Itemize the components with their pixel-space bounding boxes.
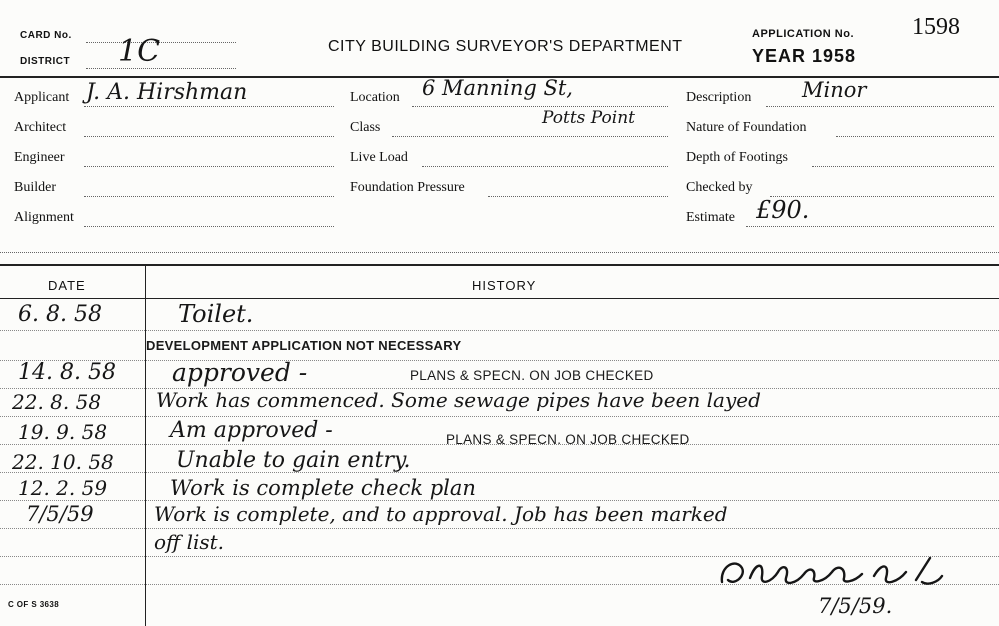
location-label: Location bbox=[350, 90, 400, 105]
card-no-line bbox=[86, 42, 236, 43]
nature-of-foundation-label: Nature of Foundation bbox=[686, 120, 807, 135]
history-row-text: Unable to gain entry. bbox=[176, 448, 411, 473]
checked-by-label: Checked by bbox=[686, 180, 753, 195]
application-number: 1598 bbox=[912, 14, 960, 40]
architect-label: Architect bbox=[14, 120, 67, 135]
builder-label: Builder bbox=[14, 180, 56, 195]
department-title: CITY BUILDING SURVEYOR'S DEPARTMENT bbox=[328, 38, 683, 55]
live-load-line bbox=[422, 166, 668, 167]
builder-line bbox=[84, 196, 334, 197]
class-label: Class bbox=[350, 120, 381, 135]
history-header-rule bbox=[0, 298, 999, 299]
history-row-date: 19. 9. 58 bbox=[18, 420, 108, 444]
history-row-text: Work is complete check plan bbox=[170, 476, 476, 500]
description-value: Minor bbox=[802, 78, 867, 102]
history-row-text: Am approved - bbox=[170, 418, 333, 443]
class-line bbox=[392, 136, 668, 137]
signature-date: 7/5/59. bbox=[818, 594, 893, 618]
history-row-date: 6. 8. 58 bbox=[18, 302, 102, 327]
history-row-stamp: DEVELOPMENT APPLICATION NOT NECESSARY bbox=[146, 338, 462, 353]
history-row-stamp: PLANS & SPECN. ON JOB CHECKED bbox=[410, 368, 654, 383]
ruled-line bbox=[0, 528, 999, 529]
history-row-text: Toilet. bbox=[178, 300, 254, 328]
description-label: Description bbox=[686, 90, 752, 105]
district-line bbox=[86, 68, 236, 69]
history-row-text: Work is complete, and to approval. Job has been marked bbox=[154, 502, 728, 526]
ruled-line bbox=[0, 500, 999, 501]
engineer-line bbox=[84, 166, 334, 167]
form-code: C OF S 3638 bbox=[8, 600, 60, 609]
depth-of-footings-label: Depth of Footings bbox=[686, 150, 788, 165]
architect-line bbox=[84, 136, 334, 137]
applicant-label: Applicant bbox=[14, 90, 70, 105]
history-row-text: Work has commenced. Some sewage pipes have been layed bbox=[156, 388, 761, 412]
history-top-rule bbox=[0, 264, 999, 266]
history-column-header: HISTORY bbox=[472, 278, 537, 293]
ruled-line bbox=[0, 472, 999, 473]
history-row-date: 12. 2. 59 bbox=[18, 476, 108, 500]
history-row-date: 22. 10. 58 bbox=[12, 450, 114, 474]
applicant-value: J. A. Hirshman bbox=[86, 80, 248, 105]
foundation-pressure-line bbox=[488, 196, 668, 197]
applicant-line bbox=[84, 106, 334, 107]
district-value: 1C bbox=[118, 34, 161, 69]
live-load-label: Live Load bbox=[350, 150, 408, 165]
nature-of-foundation-line bbox=[836, 136, 994, 137]
date-history-divider bbox=[145, 264, 146, 626]
foundation-pressure-label: Foundation Pressure bbox=[350, 180, 465, 195]
card-no-label: CARD No. bbox=[20, 30, 72, 41]
history-row-date: 14. 8. 58 bbox=[18, 360, 116, 385]
year-label: YEAR 1958 bbox=[752, 46, 857, 66]
history-row-text: approved - bbox=[172, 358, 308, 387]
estimate-label: Estimate bbox=[686, 210, 735, 225]
ruled-line bbox=[0, 416, 999, 417]
ruled-line bbox=[0, 330, 999, 331]
history-row-text: off list. bbox=[154, 530, 225, 554]
date-column-header: DATE bbox=[48, 278, 86, 293]
description-line bbox=[766, 106, 994, 107]
alignment-line bbox=[84, 226, 334, 227]
alignment-label: Alignment bbox=[14, 210, 74, 225]
location-value: 6 Manning St, bbox=[422, 76, 573, 100]
inspector-signature bbox=[716, 552, 946, 596]
history-row-date: 22. 8. 58 bbox=[12, 390, 102, 414]
engineer-label: Engineer bbox=[14, 150, 65, 165]
application-label: APPLICATION No. bbox=[752, 28, 855, 40]
location-suburb: Potts Point bbox=[542, 108, 635, 128]
ruled-line bbox=[0, 360, 999, 361]
location-line bbox=[412, 106, 668, 107]
history-row-stamp: PLANS & SPECN. ON JOB CHECKED bbox=[446, 432, 690, 447]
fields-bottom-dotted-rule bbox=[0, 252, 999, 253]
depth-of-footings-line bbox=[812, 166, 994, 167]
estimate-line bbox=[746, 226, 994, 227]
history-row-date: 7/5/59 bbox=[26, 502, 94, 526]
district-label: DISTRICT bbox=[20, 56, 71, 67]
estimate-value: £90. bbox=[756, 196, 810, 224]
